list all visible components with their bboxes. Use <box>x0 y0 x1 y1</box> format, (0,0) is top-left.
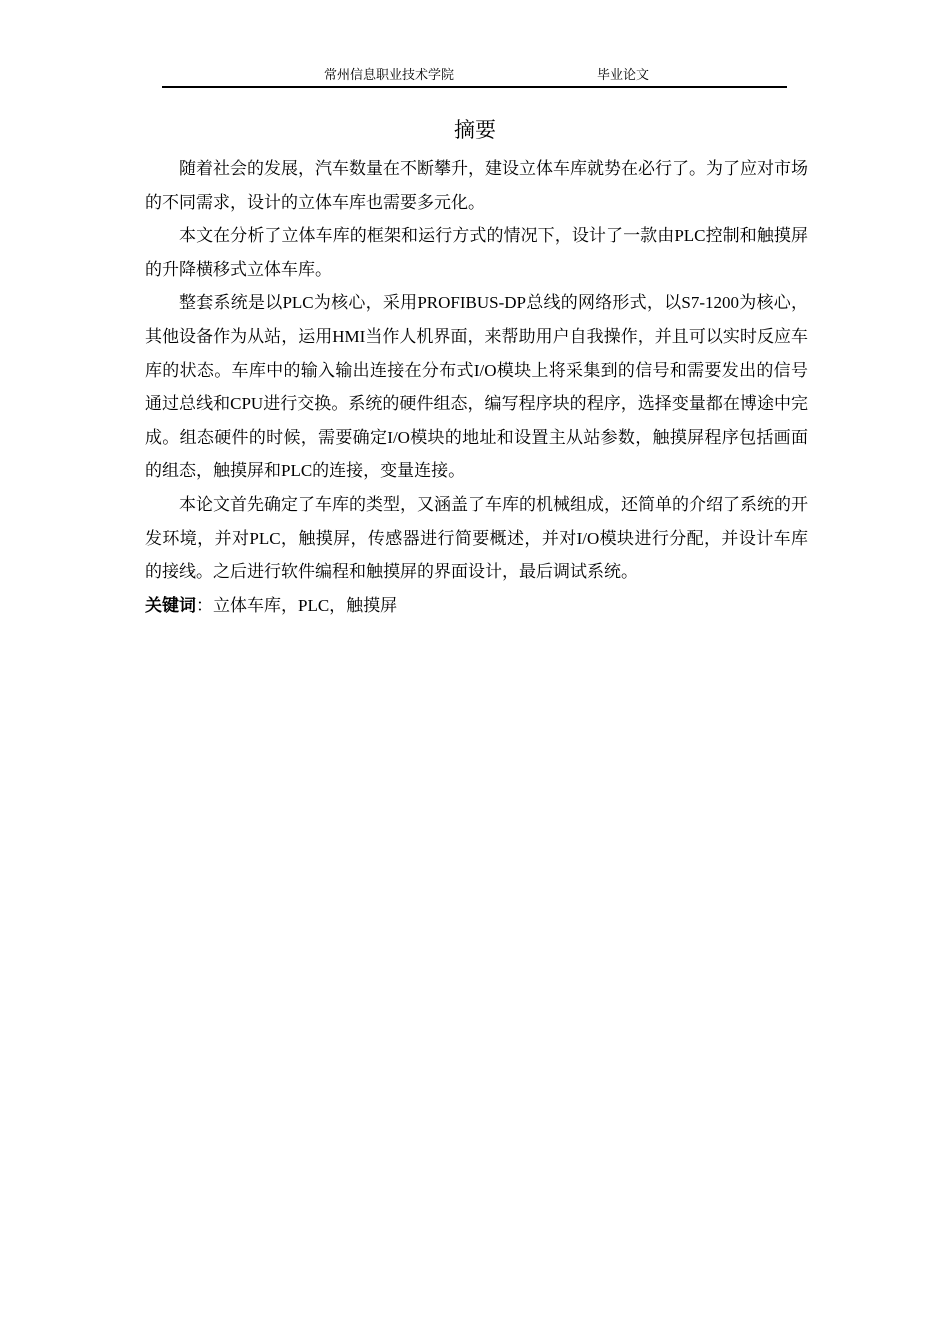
abstract-body <box>145 152 808 622</box>
page-header <box>162 66 787 88</box>
abstract-title: 摘要 <box>454 119 496 142</box>
keywords-line <box>145 589 808 623</box>
abstract-paragraph-3: 整套系统是以PLC为核心，采用PROFIBUS-DP总线的网络形式，以S7-1200为核心，其他设备作为从站，运用HMI当作人机界面，来帮助用户自我操作，并且可以实时反应车库的状态。车库中的输入输出连接在分布式I/O模块上将采集到的信号和需要发出的信号通过总线和CPU进行交换。系统的硬件组态，编写程序块的程序，选择变量都在博途中完成。组态硬件的时候，需要确定I/O模块的地址和设置主从站参数，触摸屏程序包括画面的组态，触摸屏和PLC的连接，变量连接。 <box>145 293 808 481</box>
keywords-separator: ： <box>196 595 213 615</box>
header-document-type: 毕业论文 <box>597 67 650 82</box>
header-school-name: 常州信息职业技术学院 <box>324 67 455 82</box>
keywords-label: 关键词 <box>145 595 196 615</box>
abstract-paragraph-4: 本论文首先确定了车库的类型，又涵盖了车库的机械组成，还简单的介绍了系统的开发环境，并对PLC，触摸屏，传感器进行简要概述，并对I/O模块进行分配，并设计车库的接线。之后进行软件编程和触摸屏的界面设计，最后调试系统。 <box>145 494 808 582</box>
abstract-paragraph-1: 随着社会的发展，汽车数量在不断攀升，建设立体车库就势在必行了。为了应对市场的不同需求，设计的立体车库也需要多元化。 <box>145 159 808 212</box>
keywords-value: 立体车库，PLC，触摸屏 <box>213 595 398 615</box>
abstract-paragraph-2: 本文在分析了立体车库的框架和运行方式的情况下，设计了一款由PLC控制和触摸屏的升降横移式立体车库。 <box>145 226 808 279</box>
